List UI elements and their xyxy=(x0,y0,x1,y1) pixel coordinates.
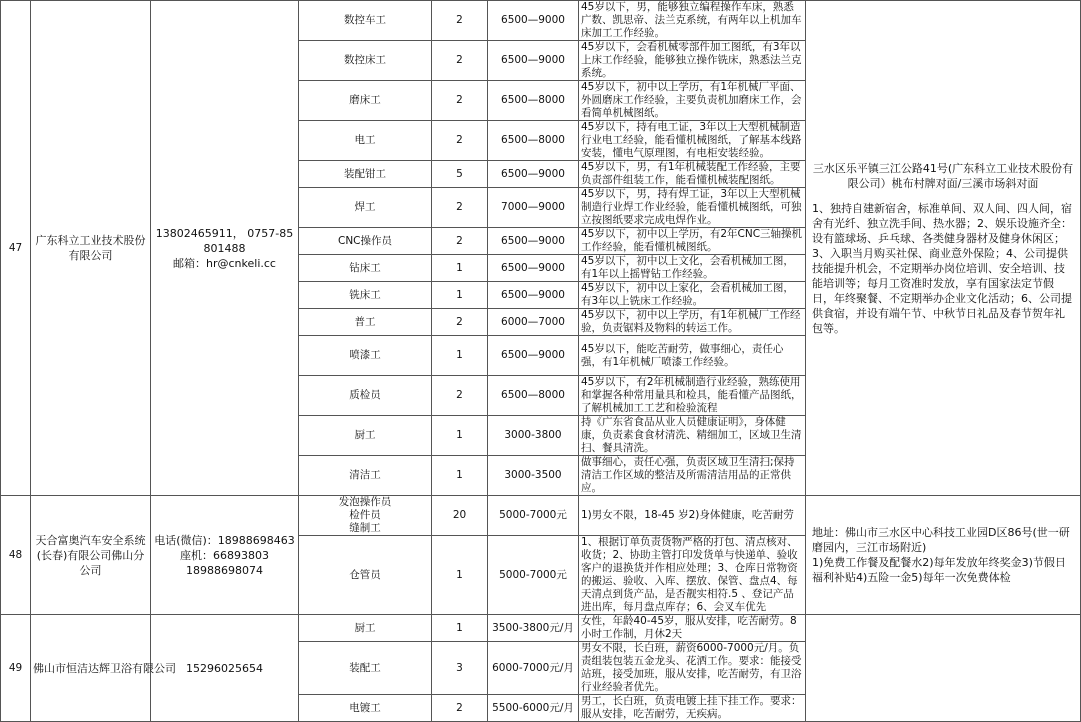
job-salary: 3500-3800元/月 xyxy=(488,615,579,642)
job-requirements: 女性，年龄40-45岁，服从安排，吃苦耐劳。8小时工作制，月休2天 xyxy=(579,615,806,642)
job-requirements: 45岁以下，男，能够独立编程操作车床，熟悉广数、凯思帝、法兰克系统，有两年以上机加车床加工工作经验。 xyxy=(579,1,806,41)
job-count: 3 xyxy=(432,642,488,695)
company-contact xyxy=(151,1,299,496)
company-name: 天合富奥汽车安全系统(长春)有限公司佛山分公司 xyxy=(31,496,151,615)
table-row xyxy=(1,496,1081,536)
job-salary: 6500—9000 xyxy=(488,282,579,309)
company-address: 地址：佛山市三水区中心科技工业园D区86号(世一研磨园内，三江市场附近) xyxy=(812,526,1070,554)
job-requirements: 45岁以下，有2年机械制造行业经验，熟练使用和掌握各种常用量具和检具，能看懂产品图纸，了解机械加工工艺和检验流程 xyxy=(579,376,806,416)
job-count: 2 xyxy=(432,41,488,81)
job-salary: 6500—9000 xyxy=(488,41,579,81)
job-count: 2 xyxy=(432,121,488,161)
job-requirements: 45岁以下，初中以上文化，会看机械加工图，有1年以上摇臂钻工作经验。 xyxy=(579,255,806,282)
job-title xyxy=(299,496,432,536)
job-salary: 6500—9000 xyxy=(488,228,579,255)
job-requirements: 45岁以下，初中以上学历，有2年CNC三轴操机工作经验，能看懂机械图纸。 xyxy=(579,228,806,255)
job-title-line: 检件员 xyxy=(349,509,381,521)
contact-email: 邮箱：hr@cnkeli.cc xyxy=(173,256,276,270)
job-requirements: 1、根据订单负责货物严格的打包、清点核对、收货；2、协助主管打印发货单与快递单、验收客户的退换货并作相应处理；3、仓库日常物资的搬运、验收、入库、摆放、保管、盘点4、每天清点到货产品，是否靓实相符.5 、登记产品进出库，每月盘点库存；6、会叉车优先 xyxy=(579,536,806,615)
job-requirements: 45岁以下，初中以上学历，有1年机械厂工作经验，负责锯料及物料的转运工作。 xyxy=(579,309,806,336)
contact-phone: 电话(微信)：18988698463 xyxy=(154,533,295,547)
contact-phone: 15296025654 xyxy=(186,661,263,675)
job-count: 20 xyxy=(432,496,488,536)
job-title: 仓管员 xyxy=(299,536,432,615)
job-salary: 6500—8000 xyxy=(488,121,579,161)
company-benefits: 1、独持自建新宿舍，标准单间、双人间、四人间，宿舍有光纤、独立洗手间、热水器；2、娱乐设施齐全：设有篮球场、乒乓球、各类健身器材及健身休闲区；3、入职当月购买社保、商业意外保险；4、公司提供技能提升机会，不定期举办岗位培训、安全培训、技能培训等；每月工资准时发放，享有国家法定节假日，年终聚餐、不定期举办企业文化活动；6、公司提供食宿，并设有端午节、中秋节日礼品及春节贺年礼包等。 xyxy=(812,201,1072,335)
contact-landline: 座机：66893803 xyxy=(180,548,269,562)
job-requirements: 45岁以下，能吃苦耐劳，做事细心，责任心强，有1年机械厂喷漆工作经验。 xyxy=(579,336,806,376)
job-salary: 6500—9000 xyxy=(488,336,579,376)
contact-phone: 13802465911， 0757-85801488 xyxy=(155,226,294,255)
job-count: 2 xyxy=(432,188,488,228)
job-count: 2 xyxy=(432,695,488,722)
job-count: 2 xyxy=(432,228,488,255)
table-row xyxy=(1,615,1081,642)
job-title-line: 发泡操作员 xyxy=(338,496,392,508)
job-title: 质检员 xyxy=(299,376,432,416)
row-number: 47 xyxy=(1,1,31,496)
job-requirements: 45岁以下，男，有1年机械装配工作经验，主要负责部件组装工作，能看懂机械装配图纸。 xyxy=(579,161,806,188)
job-title: 装配工 xyxy=(299,642,432,695)
job-salary: 6500—9000 xyxy=(488,1,579,41)
job-count: 2 xyxy=(432,81,488,121)
contact-phone-2: 18988698074 xyxy=(186,563,263,577)
job-requirements: 做事细心，责任心强，负责区域卫生清扫;保持清洁工作区域的整洁及所需清洁用品的正常供应。 xyxy=(579,456,806,496)
job-count: 1 xyxy=(432,336,488,376)
job-title: 铣床工 xyxy=(299,282,432,309)
job-title: 电工 xyxy=(299,121,432,161)
company-address-benefits xyxy=(806,1,1081,496)
job-title: 清洁工 xyxy=(299,456,432,496)
job-requirements: 45岁以下，会看机械零部件加工图纸，有3年以上床工作经验，能够独立操作铣床，熟悉法兰克系统。 xyxy=(579,41,806,81)
job-requirements: 45岁以下，初中以上家化，会看机械加工图，有3年以上铣床工作经验。 xyxy=(579,282,806,309)
job-salary: 6500—8000 xyxy=(488,81,579,121)
job-salary: 6500—9000 xyxy=(488,255,579,282)
job-requirements: 45岁以下，男，持有焊工证，3年以上大型机械制造行业焊工作业经验，能看懂机械图纸，可独立按图纸要求完成电焊作业。 xyxy=(579,188,806,228)
job-title: 电镀工 xyxy=(299,695,432,722)
company-benefits: 1)免费工作餐及配餐水2)每年发放年终奖金3)节假日福利补贴4)五险一金5)每年一次免费体检 xyxy=(812,556,1066,584)
job-count: 2 xyxy=(432,309,488,336)
job-title: 磨床工 xyxy=(299,81,432,121)
job-salary: 7000—9000 xyxy=(488,188,579,228)
job-title: 数控床工 xyxy=(299,41,432,81)
job-title: 厨工 xyxy=(299,416,432,456)
job-salary: 6500—9000 xyxy=(488,161,579,188)
company-name: 广东科立工业技术股份有限公司 xyxy=(31,1,151,496)
job-requirements: 45岁以下，初中以上学历，有1年机械厂平面、外圆磨床工作经验，主要负责机加磨床工作，会看简单机械图纸。 xyxy=(579,81,806,121)
job-title-line: 缝制工 xyxy=(349,522,381,534)
job-salary: 5500-6000元/月 xyxy=(488,695,579,722)
job-title: 钻床工 xyxy=(299,255,432,282)
company-contact xyxy=(151,496,299,615)
row-number: 48 xyxy=(1,496,31,615)
job-requirements: 男女不限，长白班，薪资6000-7000元/月。负责组装包装五金龙头、花洒工作。要求：能接受站班，接受加班，服从安排，吃苦耐劳，有卫浴行业经验者优先。 xyxy=(579,642,806,695)
job-salary: 6500—8000 xyxy=(488,376,579,416)
job-requirements: 男工，长白班，负责电镀上挂下挂工作。要求：服从安排，吃苦耐劳，无疾病。 xyxy=(579,695,806,722)
company-name: 佛山市恒洁达辉卫浴有限公司 xyxy=(31,615,151,722)
job-count: 1 xyxy=(432,416,488,456)
job-count: 1 xyxy=(432,536,488,615)
job-count: 5 xyxy=(432,161,488,188)
job-requirements: 1)男女不限，18-45 岁2)身体健康，吃苦耐劳 xyxy=(579,496,806,536)
job-salary: 6000-7000元/月 xyxy=(488,642,579,695)
job-requirements: 45岁以下，持有电工证，3年以上大型机械制造行业电工经验，能看懂机械图纸，了解基本线路安装，懂电气原理图，有电柜安装经验。 xyxy=(579,121,806,161)
company-address: 三水区乐平镇三江公路41号(广东科立工业技术股份有限公司）桃布村牌对面/三溪市场斜对面 xyxy=(812,161,1074,190)
table-row xyxy=(1,1,1081,41)
job-title: 厨工 xyxy=(299,615,432,642)
empty-cell xyxy=(806,615,1081,722)
job-salary: 3000-3500 xyxy=(488,456,579,496)
company-address-benefits xyxy=(806,496,1081,615)
job-count: 2 xyxy=(432,1,488,41)
job-title: 普工 xyxy=(299,309,432,336)
job-title: 焊工 xyxy=(299,188,432,228)
job-title: 装配钳工 xyxy=(299,161,432,188)
job-count: 1 xyxy=(432,282,488,309)
job-count: 2 xyxy=(432,376,488,416)
row-number: 49 xyxy=(1,615,31,722)
job-title: 数控车工 xyxy=(299,1,432,41)
job-count: 1 xyxy=(432,255,488,282)
job-count: 1 xyxy=(432,456,488,496)
job-title: 喷漆工 xyxy=(299,336,432,376)
job-salary: 3000-3800 xyxy=(488,416,579,456)
job-salary: 5000-7000元 xyxy=(488,536,579,615)
job-salary: 6000—7000 xyxy=(488,309,579,336)
job-count: 1 xyxy=(432,615,488,642)
job-salary: 5000-7000元 xyxy=(488,496,579,536)
job-title: CNC操作员 xyxy=(299,228,432,255)
job-requirements: 持《广东省食品从业人员健康证明》，身体健康，负责素食食材清洗、精细加工，区域卫生清扫、餐具清洗。 xyxy=(579,416,806,456)
